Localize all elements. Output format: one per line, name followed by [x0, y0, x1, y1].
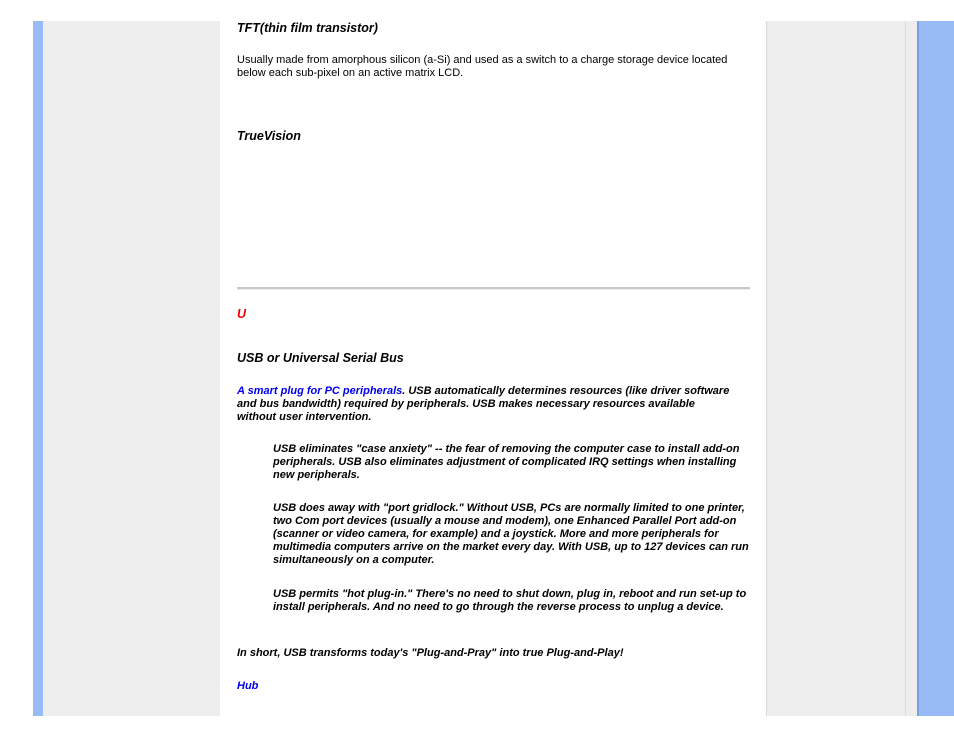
right-gray-column [766, 21, 917, 716]
usb-heading: USB or Universal Serial Bus [237, 351, 404, 365]
smart-plug-link[interactable]: A smart plug for PC peripherals [237, 385, 403, 397]
section-letter-u: U [237, 307, 247, 321]
right-divider-line [905, 21, 906, 716]
left-gray-column [43, 21, 220, 716]
hub-link[interactable]: Hub [237, 680, 259, 692]
usb-point-port-gridlock: USB does away with "port gridlock." Without USB, PCs are normally limited to one printer, two Com port devices (usually a mouse and modem), one Enhanced Parallel Port add-on (scanner or video camera, for example) and a joystick. More and more peripherals for multimedia computers arrive on the market every day. With USB, up to 127 devices can run simultaneously on a computer. [273, 502, 749, 566]
right-blue-bar [917, 21, 954, 716]
usb-intro [237, 385, 732, 424]
usb-intro-text: . USB automatically determines resources (like driver software and bus bandwidth) required by peripherals. USB makes necessary resources available without user intervention. [237, 385, 730, 423]
usb-point-case-anxiety: USB eliminates "case anxiety" -- the fear of removing the computer case to install add-on peripherals. USB also eliminates adjustment of complicated IRQ settings when installing new peripherals. [273, 443, 740, 481]
left-blue-bar [33, 21, 43, 716]
usb-point-hot-plug: USB permits "hot plug-in." There's no need to shut down, plug in, reboot and run set-up to install peripherals. And no need to go through the reverse process to unplug a device. [273, 588, 747, 613]
tft-heading: TFT(thin film transistor) [237, 21, 378, 35]
section-divider [237, 287, 750, 290]
tft-definition: Usually made from amorphous silicon (a-Si) and used as a switch to a charge storage device located below each sub-pixel on an active matrix LCD. [237, 54, 728, 79]
usb-summary: In short, USB transforms today's "Plug-and-Pray" into true Plug-and-Play! [237, 647, 624, 659]
truevision-heading: TrueVision [237, 129, 301, 143]
